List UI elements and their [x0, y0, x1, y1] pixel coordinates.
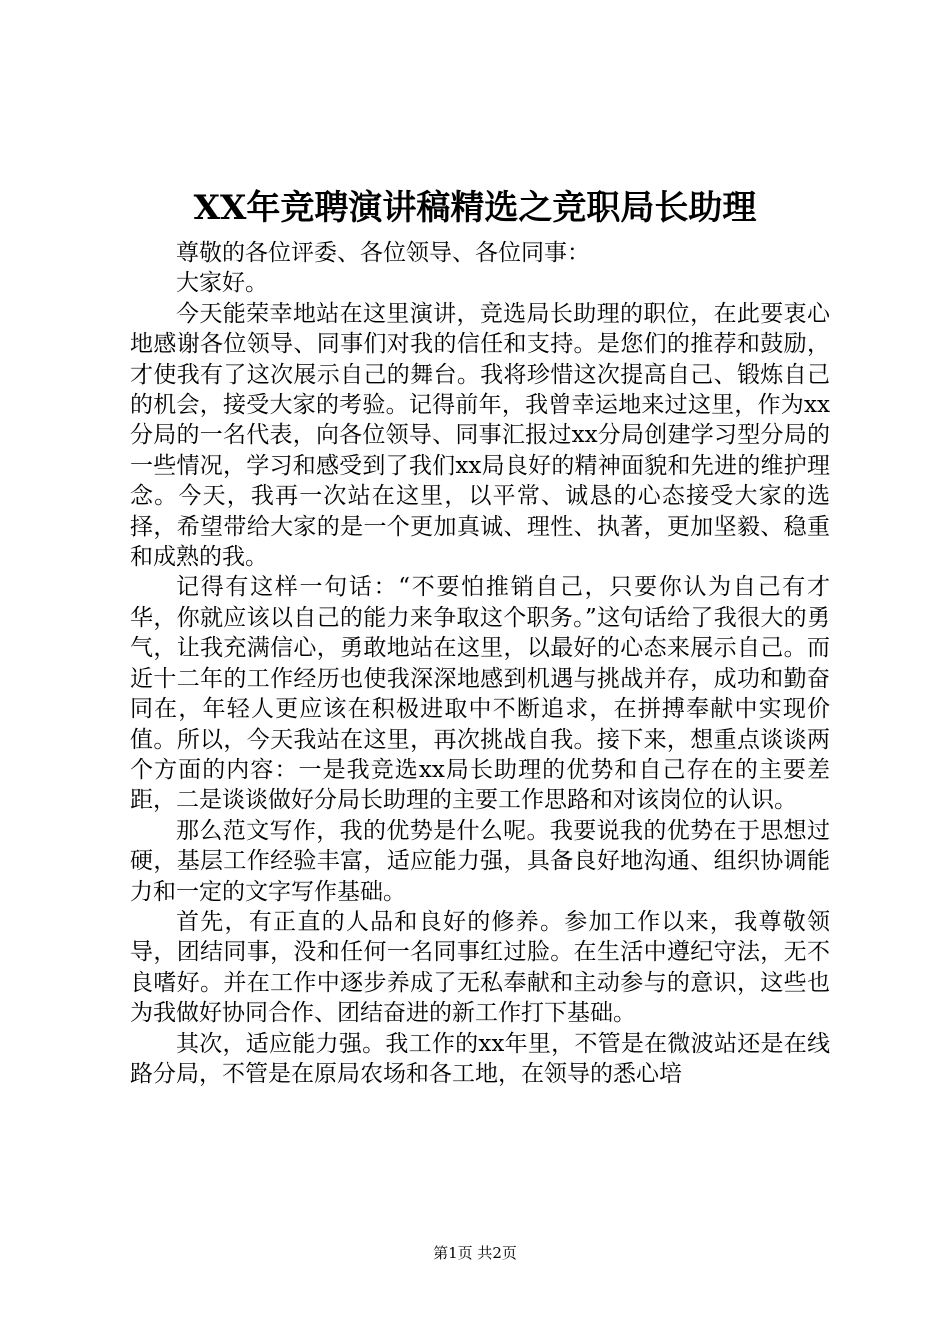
paragraph-salutation: 尊敬的各位评委、各位领导、各位同事：	[176, 240, 590, 266]
page-footer: 第1页 共2页	[433, 1244, 517, 1262]
document-title: XX年竞聘演讲稿精选之竞职局长助理	[193, 188, 757, 228]
paragraph-greeting: 大家好。	[176, 270, 268, 297]
paragraph: 那么范文写作，我的优势是什么呢。我要说我的优势在于思想过硬，基层工作经验丰富，适应能力强，具备良好地沟通、组织协调能力和一定的文字写作基础。	[130, 817, 830, 905]
document-body	[130, 238, 830, 1089]
paragraph: 其次，适应能力强。我工作的xx年里，不管是在微波站还是在线路分局，不管是在原局农场和各工地，在领导的悉心培	[130, 1030, 830, 1087]
paragraph: 记得有这样一句话：“不要怕推销自己，只要你认为自己有才华，你就应该以自己的能力来争取这个职务。”这句话给了我很大的勇气，让我充满信心，勇敢地站在这里，以最好的心态来展示自己。而近十二年的工作经历也使我深深地感到机遇与挑战并存，成功和勤奋同在，年轻人更应该在积极进取中不断追求，在拼搏奉献中实现价值。所以，今天我站在这里，再次挑战自我。接下来，想重点谈谈两个方面的内容：一是我竞选xx局长助理的优势和自己存在的主要差距，二是谈谈做好分局长助理的主要工作思路和对该岗位的认识。	[130, 574, 830, 814]
paragraph: 今天能荣幸地站在这里演讲，竞选局长助理的职位，在此要衷心地感谢各位领导、同事们对我的信任和支持。是您们的推荐和鼓励，才使我有了这次展示自己的舞台。我将珍惜这次提高自己、锻炼自己的机会，接受大家的考验。记得前年，我曾幸运地来过这里，作为xx分局的一名代表，向各位领导、同事汇报过xx分局创建学习型分局的一些情况，学习和感受到了我们xx局良好的精神面貌和先进的维护理念。今天，我再一次站在这里，以平常、诚恳的心态接受大家的选择，希望带给大家的是一个更加真诚、理性、执著，更加坚毅、稳重和成熟的我。	[130, 300, 830, 571]
paragraph: 首先，有正直的人品和良好的修养。参加工作以来，我尊敬领导，团结同事，没和任何一名同事红过脸。在生活中遵纪守法，无不良嗜好。并在工作中逐步养成了无私奉献和主动参与的意识，这些也为我做好协同合作、团结奋进的新工作打下基础。	[130, 908, 830, 1027]
